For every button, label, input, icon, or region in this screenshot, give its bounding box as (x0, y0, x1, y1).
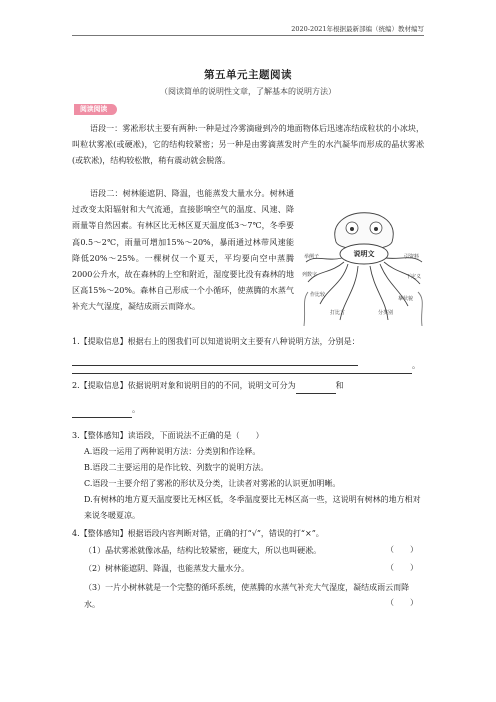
answer-blank[interactable] (296, 383, 336, 394)
tentacle-label: 打比方 (330, 310, 346, 316)
question-2-end: 。 (132, 405, 140, 414)
question-3-stem: 3.【整体感知】读语段，下面说法不正确的是（ ） (72, 431, 264, 440)
option-d[interactable]: D.有树林的地方夏天温度要比无林区低，冬季温度要比无林区高一些，这说明有树林的地方相对来说冬暖夏凉。 (84, 495, 421, 520)
judgement-item-2: （2）树林能遮阴、降温，也能蒸发大量水分。 (84, 564, 250, 573)
answer-paren[interactable]: （ ） (386, 598, 418, 607)
tentacle-label: 列数字 (302, 272, 318, 278)
passage-two: 语段二：树林能遮阴、降温，也能蒸发大量水分。树林通过改变太阳辐射和大气流通，直接影响空气的温度、风速、降雨量等自然因素。有林区比无林区夏天温度低3～7℃，冬季要高0.5～2℃，雨量可增加15%～20%，暴雨通过林带风速能降低20%～25%。一棵树仅一个夏天，平均要向空中蒸腾2000公升水，故在森林的上空和附近，湿度要比没有森林的地区高15%～20%。森林自己形成一个小循环，使蒸腾的水蒸气补充大气湿度，凝结成雨云而降水。 (72, 189, 294, 312)
question-2-and: 和 (335, 381, 344, 390)
page-subtitle: （阅读简单的说明性文章，了解基本的说明方法） (160, 87, 336, 96)
tentacle-label: 举例子 (304, 254, 320, 260)
octopus-illustration (300, 196, 428, 328)
judgement-item-3: （3）一片小树林就是一个完整的循环系统，使蒸腾的水蒸气补充大气湿度，凝结成雨云而降水。 (84, 583, 410, 609)
question-2-text: 2.【提取信息】依据说明对象和说明目的的不同，说明文可分为 (72, 381, 296, 390)
tentacle-label: 分类别 (378, 310, 394, 316)
question-1-line2 (72, 358, 424, 374)
passage-one: 语段一：雾凇形状主要有两种:一种是过冷雾滴碰到冷的地面物体后迅速冻结成粒状的小冰块，叫粒状雾凇(或硬凇)，它的结构较紧密；另一种是由雾滴蒸发时产生的水汽凝华而形成的晶状雾凇(或软凇)，结构较松散，稍有震动就会脱落。 (72, 124, 424, 166)
answer-blank[interactable] (72, 363, 412, 374)
question-1-text: 1.【提取信息】根据右上的图我们可以知道说明文主要有八种说明方法，分别是： (72, 337, 360, 346)
illustration-center-label: 说明文 (353, 250, 375, 258)
tentacle-label: 作比较 (310, 292, 326, 298)
judgement-item-1: （1）晶状雾凇就像冰晶，结构比较紧密，硬度大，所以也叫硬凇。 (84, 546, 322, 555)
option-a[interactable]: A.语段一运用了两种说明方法：分类别和作诠释。 (84, 447, 261, 456)
question-1-end: 。 (412, 361, 420, 370)
question-2-line2 (72, 402, 424, 418)
answer-paren[interactable]: （ ） (386, 563, 418, 572)
tentacle-label: 下定义 (406, 274, 422, 280)
answer-blank[interactable] (72, 407, 132, 418)
page-title: 第五单元主题阅读 (204, 69, 292, 81)
header-rule (72, 35, 424, 36)
option-c[interactable]: C.语段一主要介绍了雾凇的形状及分类，让读者对雾凇的认识更加明晰。 (84, 479, 341, 488)
question-2 (72, 378, 424, 394)
tentacle-label: 摹状貌 (398, 296, 414, 302)
answer-paren[interactable]: （ ） (386, 545, 418, 554)
question-4-stem: 4.【整体感知】根据语段内容判断对错，正确的打“√”，错误的打“×”。 (72, 529, 324, 538)
page-header: 2020-2021年根据最新部编（统编）教材编写 (291, 25, 424, 33)
reading-badge: 阅读阅读 (74, 104, 117, 115)
option-b[interactable]: B.语段二主要运用的是作比较、列数字的说明方法。 (84, 463, 269, 472)
tentacle-label: 引资料 (404, 254, 420, 260)
